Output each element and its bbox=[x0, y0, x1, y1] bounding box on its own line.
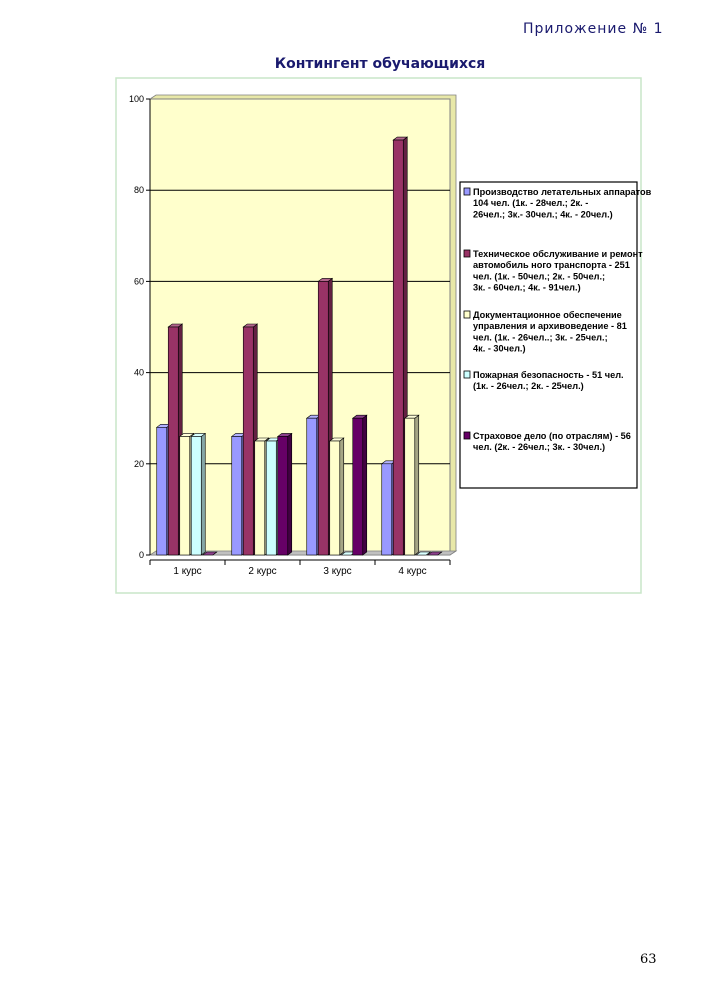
bar-front bbox=[307, 418, 317, 555]
bar-front bbox=[278, 436, 288, 555]
legend-swatch bbox=[464, 188, 470, 195]
bar-front bbox=[168, 327, 178, 555]
legend-swatch bbox=[464, 371, 470, 378]
legend-label: Документационное обеспечение управления и архивоведение - 81 чел. (1к. - 26чел..; 3к. - 25чел.; 4к. - 30чел.) bbox=[473, 310, 627, 354]
bar-side bbox=[415, 415, 419, 555]
bar-front bbox=[330, 441, 340, 555]
legend-swatch bbox=[464, 432, 470, 439]
x-tick-label: 3 курс bbox=[323, 566, 352, 577]
legend-label: Пожарная безопасность - 51 чел. (1к. - 26чел.; 2к. - 25чел.) bbox=[473, 370, 624, 392]
bar-front bbox=[191, 436, 201, 555]
bar-front bbox=[318, 281, 328, 555]
y-tick-label: 20 bbox=[133, 458, 144, 469]
y-tick-label: 80 bbox=[133, 185, 144, 196]
bar-front bbox=[405, 418, 415, 555]
bar bbox=[405, 415, 419, 555]
bar-side bbox=[288, 433, 292, 555]
bar-front bbox=[393, 140, 403, 555]
y-tick-label: 0 bbox=[138, 550, 144, 560]
chart-title: Контингент обучающихся bbox=[274, 56, 486, 72]
bar bbox=[353, 415, 367, 555]
legend bbox=[460, 182, 652, 488]
appendix-label: Приложение № 1 bbox=[523, 21, 664, 37]
bar bbox=[191, 433, 205, 555]
y-tick-label: 60 bbox=[133, 276, 144, 287]
bar bbox=[278, 433, 292, 555]
bar-front bbox=[243, 327, 253, 555]
y-tick-label: 100 bbox=[128, 94, 144, 104]
bar-front bbox=[353, 418, 363, 555]
bar-front bbox=[180, 436, 190, 555]
x-tick-label: 1 курс bbox=[173, 566, 202, 577]
legend-label: Производство летательных аппаратов 104 чел. (1к. - 28чел.; 2к. -26чел.; 3к.- 30чел.; 4к. - 20чел.) bbox=[473, 187, 652, 220]
bar-front bbox=[266, 441, 276, 555]
legend-swatch bbox=[464, 250, 470, 257]
x-tick-label: 4 курс bbox=[398, 566, 427, 577]
bar-front bbox=[157, 427, 167, 555]
bar bbox=[330, 438, 344, 555]
x-tick-label: 2 курс bbox=[248, 566, 277, 577]
bar-front bbox=[382, 464, 392, 555]
bar-side bbox=[363, 415, 367, 555]
plot-area bbox=[129, 94, 456, 577]
legend-label: Техническое обслуживание и ремонт автомобиль ного транспорта - 251 чел. (1к. - 50чел.; 2к. - 50чел.; 3к. - 60чел.; 4к. - 91чел.) bbox=[473, 249, 643, 293]
bar-side bbox=[340, 438, 344, 555]
y-tick-label: 40 bbox=[133, 367, 144, 378]
legend-label: Страховое дело (по отраслям) - 56 чел. (2к. - 26чел.; 3к. - 30чел.) bbox=[473, 431, 631, 453]
page-number: 63 bbox=[640, 952, 657, 967]
legend-swatch bbox=[464, 311, 470, 318]
bar-front bbox=[232, 436, 242, 555]
bar-front bbox=[255, 441, 265, 555]
bar-side bbox=[201, 433, 205, 555]
